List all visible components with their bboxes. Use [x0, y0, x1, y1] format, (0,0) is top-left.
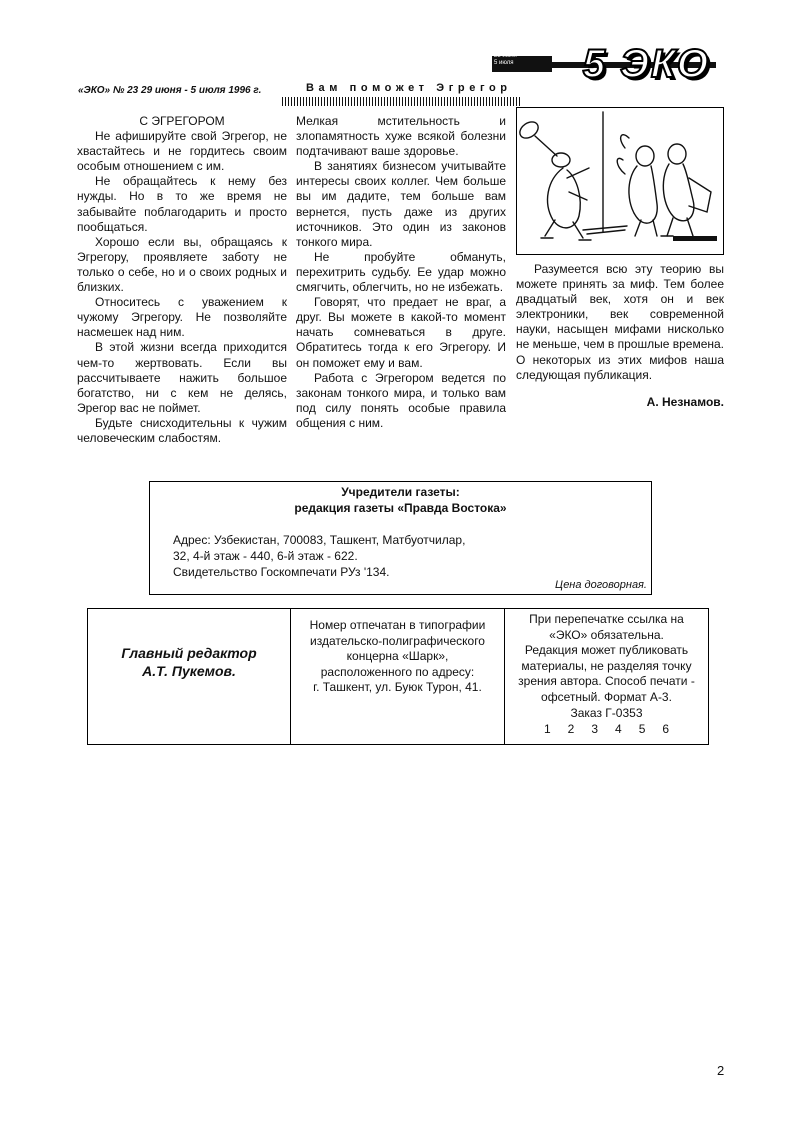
founders-name: редакция газеты «Правда Востока»	[294, 501, 507, 515]
reprint-line: материалы, не разделяя точку	[521, 658, 692, 673]
page-number: 2	[717, 1063, 725, 1078]
newspaper-logo	[492, 42, 716, 86]
printing-line: концерна «Шарк»,	[346, 649, 449, 664]
issue-line: «ЭКО» № 23 29 июня - 5 июля 1996 г.	[78, 85, 262, 96]
editor-name: А.Т. Пукемов.	[142, 663, 236, 679]
founders-heading: Учредители газеты:	[341, 485, 460, 499]
article-column-1	[77, 114, 287, 446]
logo-dates	[494, 53, 544, 67]
run-number: 6	[662, 722, 670, 737]
editor-cell	[88, 609, 291, 744]
editor-title: Главный редактор	[121, 645, 257, 661]
printing-line: издательско-полиграфического	[310, 633, 485, 648]
paragraph: Не афишируйте свой Эгрегор, не хвастайтесь и не гордитесь своим особым отношением с им.	[77, 129, 287, 174]
run-number: 5	[638, 722, 646, 737]
article-column-3	[516, 262, 724, 410]
reprint-line: Заказ Г-0353	[570, 705, 643, 720]
address-line: 32, 4-й этаж - 440, 6-й этаж - 622.	[173, 549, 358, 563]
cartoon-drawing	[517, 108, 723, 254]
address-line: Свидетельство Госкомпечати РУз '134.	[173, 565, 390, 579]
reprint-line: При перепечатке ссылка на	[529, 612, 684, 626]
paragraph: Разумеется всю эту теорию вы можете принять за миф. Тем более двадцатый век, хотя он и век электроники, век современной науки, насыщен мифами нисколько не меньше, чем в прошлые времена. О некоторых из этих мифов наша следующая публикация.	[516, 262, 725, 382]
logo-date-2: 5 июля	[494, 60, 514, 66]
logo-date-1: 23 июня	[494, 53, 517, 59]
paragraph: В этой жизни всегда приходится чем-то жертвовать. Если вы рассчитываете нажить большое богатство, ни с кем не делясь, Эрегор вас не поймет.	[77, 340, 287, 415]
article-column-2	[296, 114, 506, 431]
cartoon-illustration	[516, 107, 724, 255]
printing-info	[295, 618, 500, 696]
chief-editor	[88, 644, 290, 680]
run-number: 2	[567, 722, 575, 737]
logo-text: 5 ЭКО	[582, 42, 710, 86]
run-number: 1	[543, 722, 551, 737]
paragraph: Не пробуйте обмануть, перехитрить судьбу. Ее удар можно смягчить, облегчить, но не избежать.	[296, 249, 506, 295]
reprint-info	[509, 612, 704, 738]
imprint-table	[87, 608, 709, 745]
printing-line: Номер отпечатан в типографии	[309, 618, 486, 632]
paragraph: Будьте снисходительны к чужим человеческим слабостям.	[77, 415, 287, 445]
paragraph: Относитесь с уважением к чужому Эгрегору. Не позволяйте насмешек над ним.	[77, 295, 287, 340]
reprint-line: «ЭКО» обязательна.	[549, 627, 664, 642]
paragraph: Работа с Эгрегором ведется по законам тонкого мира, и только вам под силу понять особые правила общения с ним.	[296, 370, 506, 430]
price-note: Цена договорная.	[554, 579, 647, 591]
run-number: 4	[615, 722, 622, 737]
reprint-line: Редакция может публиковать	[524, 643, 689, 658]
address-line: Адрес: Узбекистан, 700083, Ташкент, Матбуотчилар,	[173, 533, 466, 547]
article-title: С ЭГРЕГОРОМ	[139, 114, 225, 128]
paragraph: Хорошо если вы, обращаясь к Эгрегору, проявляете заботу не только о себе, но и о своих родных и близких.	[77, 234, 287, 295]
rubric-title: Вам поможет Эгрегор	[306, 82, 512, 94]
founders-address	[173, 532, 465, 580]
reprint-line: офсетный. Формат А-3.	[541, 689, 672, 704]
printing-line: г. Ташкент, ул. Буюк Турон, 41.	[313, 680, 482, 695]
printing-line: расположенного по адресу:	[320, 664, 475, 679]
founders-box	[149, 481, 652, 595]
author-signature: А. Незнамов.	[646, 394, 724, 409]
paragraph: Мелкая мстительность и злопамятность хуже всякой болезни подтачивают ваше здоровье.	[296, 114, 506, 159]
reprint-line: зрения автора. Способ печати -	[518, 674, 695, 689]
paragraph: В занятиях бизнесом учитывайте интересы своих коллег. Чем больше вы им дадите, тем больше вам вернется, пусть даже из других источников. Это один из законов тонкого мира.	[296, 159, 506, 249]
print-runs	[509, 722, 704, 738]
paragraph: Не обращайтесь к нему без нужды. Но в то же время не забывайте поблагодарить и просто пообщаться.	[77, 174, 287, 234]
rubric-hatch-divider	[282, 97, 522, 106]
run-number: 3	[591, 722, 598, 737]
reprint-cell	[505, 609, 708, 744]
printing-cell	[291, 609, 505, 744]
paragraph: Говорят, что предает не враг, а друг. Вы можете в какой-то момент начать сомневаться в друге. Обратитесь тогда к его Эгрегору. И он поможет ему и вам.	[296, 295, 506, 370]
